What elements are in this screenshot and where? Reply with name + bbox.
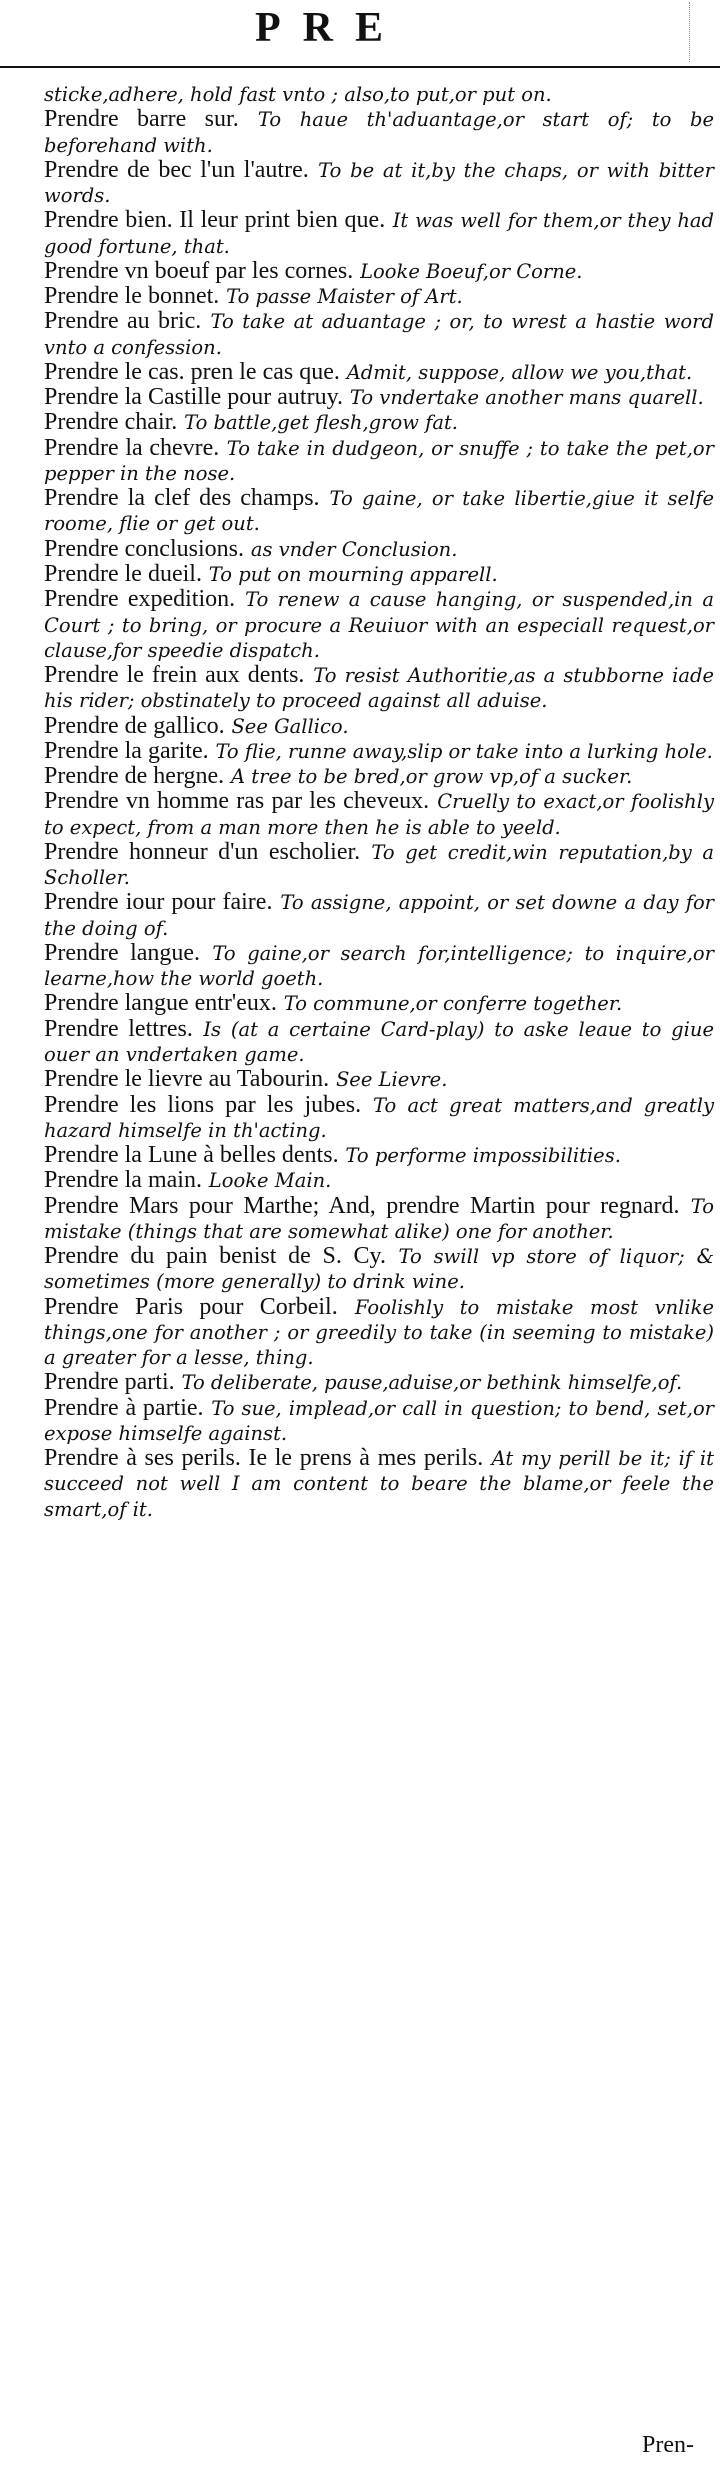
continuation-line — [44, 82, 714, 107]
entry-headword: Prendre langue. — [44, 939, 201, 966]
entry-definition: It was well for them,or they had good fortune, that. — [44, 209, 715, 258]
entry-definition: To haue th'aduantage,or start of; to be beforehand with. — [44, 108, 715, 157]
entry-definition: To get credit,win reputation,by a Scholler. — [44, 840, 714, 890]
dictionary-entry — [44, 941, 714, 991]
entry-headword: Prendre vn boeuf par les cornes. — [44, 257, 354, 284]
entry-headword: Prendre les lions par les jubes. — [44, 1091, 362, 1118]
dictionary-entry — [44, 1168, 714, 1193]
entry-headword: Prendre le dueil. — [44, 561, 202, 588]
entry-headword: Prendre barre sur. — [44, 106, 239, 133]
entry-headword: Prendre de hergne. — [44, 763, 225, 790]
entry-definition: To battle,get flesh,grow fat. — [184, 411, 458, 435]
dictionary-entry — [44, 587, 714, 663]
dictionary-entry — [44, 562, 714, 587]
entry-definition: Looke Main. — [208, 1169, 332, 1193]
entry-definition: To deliberate, pause,aduise,or bethink himselfe,of. — [181, 1371, 683, 1395]
dictionary-entry — [44, 739, 714, 764]
dictionary-entry — [44, 1067, 714, 1092]
entry-definition: To commune,or conferre together. — [283, 992, 623, 1016]
entry-headword: Prendre la garite. — [44, 737, 209, 764]
dictionary-entry — [44, 1446, 714, 1522]
dictionary-entry — [44, 991, 714, 1016]
entry-headword: Prendre le frein aux dents. — [44, 662, 305, 689]
dictionary-entry — [44, 107, 714, 157]
entry-definition: To performe impossibilities. — [345, 1144, 621, 1168]
entry-headword: Prendre Mars pour Marthe; And, prendre Martin pour regnard. — [44, 1192, 680, 1219]
dictionary-entry — [44, 1370, 714, 1395]
entry-definition: To flie, runne away,slip or take into a lurking hole. — [215, 739, 713, 763]
entry-headword: Prendre à partie. — [44, 1394, 204, 1421]
entry-definition: To vndertake another mans quarell. — [349, 386, 704, 410]
entry-definition: To assigne, appoint, or set downe a day for the doing of. — [44, 891, 715, 940]
entry-headword: Prendre la main. — [44, 1167, 202, 1194]
entry-definition: To gaine,or search for,intelligence; to inquire,or learne,how the world goeth. — [44, 941, 714, 991]
header-rule — [0, 66, 720, 68]
entry-headword: Prendre parti. — [44, 1369, 175, 1396]
entry-definition: To gaine, or take libertie,giue it selfe roome, flie or get out. — [44, 487, 714, 536]
entry-headword: Prendre le lievre au Tabourin. — [44, 1066, 330, 1093]
dictionary-entry — [44, 284, 714, 309]
entry-headword: Prendre chair. — [44, 409, 178, 436]
entry-definition: as vnder Conclusion. — [250, 537, 458, 561]
entry-definition: To take at aduantage ; or, to wrest a hastie word vnto a confession. — [44, 310, 714, 359]
entry-headword: Prendre la chevre. — [44, 434, 220, 461]
entry-headword: Prendre de gallico. — [44, 712, 225, 739]
entry-definition: See Lievre. — [335, 1068, 448, 1092]
entry-list — [44, 82, 714, 1522]
entry-headword: Prendre la clef des champs. — [44, 485, 320, 512]
entry-headword: Prendre expedition. — [44, 586, 236, 613]
running-head: PRE — [255, 5, 405, 51]
dictionary-entry — [44, 714, 714, 739]
entry-headword: Prendre lettres. — [44, 1015, 193, 1042]
entry-headword: Prendre honneur d'un escholier. — [44, 838, 361, 865]
dictionary-entry — [44, 385, 714, 410]
entry-definition: To be at it,by the chaps, or with bitter words. — [44, 158, 714, 207]
entry-headword: Prendre du pain benist de S. Cy. — [44, 1243, 386, 1270]
dictionary-entry — [44, 1017, 714, 1067]
entry-definition: To swill vp store of liquor; & sometimes (more generally) to drink wine. — [44, 1245, 714, 1294]
entry-definition: Foolishly to mistake most vnlike things,one for another ; or greedily to take (in seeming to mistake) a greater for a lesse, thing. — [44, 1295, 714, 1370]
entry-headword: Prendre vn homme ras par les cheveux. — [44, 788, 430, 815]
entry-definition: To mistake (things that are somewhat alike) one for another. — [44, 1194, 714, 1243]
dictionary-entry — [44, 840, 714, 890]
entry-definition: See Gallico. — [231, 714, 349, 738]
continuation-text: sticke,adhere, hold fast vnto ; also,to put,or put on. — [44, 83, 552, 106]
entry-headword: Prendre à ses perils. Ie le prens à mes perils. — [44, 1445, 484, 1472]
entry-definition: A tree to be bred,or grow vp,of a sucker. — [231, 765, 633, 789]
dictionary-entry — [44, 410, 714, 435]
entry-headword: Prendre Paris pour Corbeil. — [44, 1293, 338, 1320]
entry-headword: Prendre iour pour faire. — [44, 889, 273, 916]
entry-definition: To sue, implead,or call in question; to bend, set,or expose himselfe against. — [44, 1396, 714, 1445]
page-header — [0, 0, 720, 62]
entry-definition: Is (at a certaine Card-play) to aske leaue to giue ouer an vndertaken game. — [44, 1017, 714, 1066]
dictionary-entry — [44, 789, 714, 839]
dictionary-entry — [44, 486, 714, 536]
entry-definition: To resist Authoritie,as a stubborne iade his rider; obstinately to proceed against all aduise. — [44, 664, 714, 713]
dictionary-entry — [44, 1244, 714, 1294]
entry-definition: To passe Maister of Art. — [226, 285, 463, 309]
entry-definition: To renew a cause hanging, or suspended,in a Court ; to bring, or procure a Reuiuor with an especiall request,or clause,for speedie dispatch. — [44, 588, 714, 662]
entry-headword: Prendre la Castille pour autruy. — [44, 384, 344, 411]
dictionary-entry — [44, 890, 714, 940]
dictionary-entry — [44, 1093, 714, 1143]
entry-headword: Prendre bien. Il leur print bien que. — [44, 207, 386, 234]
dictionary-entry — [44, 259, 714, 284]
entry-headword: Prendre de bec l'un l'autre. — [44, 156, 309, 183]
entry-headword: Prendre la Lune à belles dents. — [44, 1142, 339, 1169]
dictionary-entry — [44, 309, 714, 359]
dictionary-entry — [44, 537, 714, 562]
entry-definition: To act great matters,and greatly hazard himselfe in th'acting. — [44, 1093, 714, 1142]
entry-headword: Prendre le cas. pren le cas que. — [44, 358, 340, 385]
dictionary-entry — [44, 764, 714, 789]
dictionary-entry — [44, 158, 714, 208]
entry-headword: Prendre langue entr'eux. — [44, 990, 277, 1017]
dictionary-entry — [44, 1295, 714, 1371]
entry-definition: To take in dudgeon, or snuffe ; to take the pet,or pepper in the nose. — [44, 436, 714, 485]
page-edge-mark — [689, 2, 716, 62]
entry-headword: Prendre le bonnet. — [44, 283, 220, 310]
entry-definition: To put on mourning apparell. — [208, 563, 498, 587]
dictionary-entry — [44, 436, 714, 486]
entry-definition: Cruelly to exact,or foolishly to expect, from a man more then he is able to yeeld. — [44, 790, 714, 839]
entry-definition: Looke Boeuf,or Corne. — [360, 259, 583, 283]
catchword: Pren- — [642, 2432, 694, 2458]
entry-definition: Admit, suppose, allow we you,that. — [346, 360, 693, 384]
dictionary-entry — [44, 1143, 714, 1168]
dictionary-entry — [44, 1194, 714, 1244]
dictionary-entry — [44, 208, 714, 258]
entry-headword: Prendre conclusions. — [44, 535, 244, 562]
dictionary-entry — [44, 360, 714, 385]
entry-definition: At my perill be it; if it succeed not well I am content to beare the blame,or feele the smart,of it. — [44, 1447, 714, 1521]
dictionary-entry — [44, 663, 714, 713]
dictionary-entry — [44, 1396, 714, 1446]
entry-headword: Prendre au bric. — [44, 308, 202, 335]
